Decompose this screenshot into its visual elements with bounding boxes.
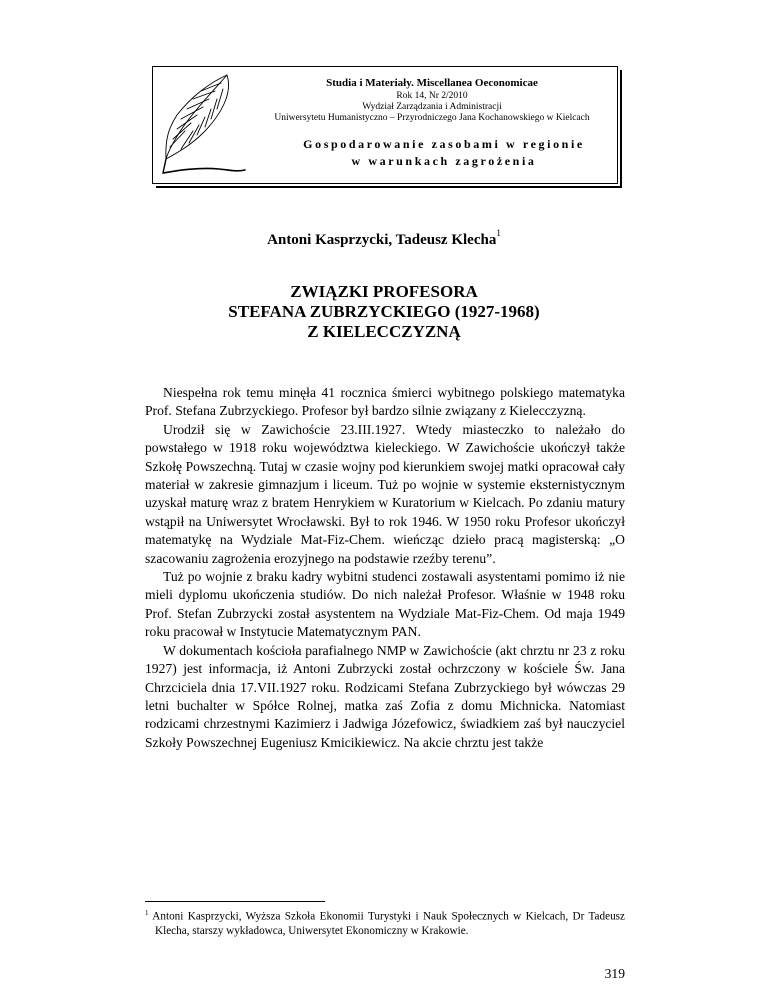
article-title-line-2: STEFANA ZUBRZYCKIEGO (1927-1968) <box>228 302 540 321</box>
footnote-separator <box>145 901 325 902</box>
page-number: 319 <box>604 966 625 981</box>
body-paragraph: Tuż po wojnie z braku kadry wybitni studenci zostawali asystentami pomimo iż nie mieli dyplomu ukończenia studiów. Do nich należał Profesor. Właśnie w 1948 roku Prof. Stefan Zubrzycki został asystentem na Wydziale Mat-Fiz-Chem. Od maja 1949 roku pracował w Instytucie Matematycznym PAN. <box>145 569 625 640</box>
footnote-mark: 1 <box>145 909 149 917</box>
footnote <box>145 906 625 938</box>
body-paragraph: Niespełna rok temu minęła 41 rocznica śmierci wybitnego polskiego matematyka Prof. Stefana Zubrzyckiego. Profesor był bardzo silnie związany z Kielecczyzną. <box>145 385 625 419</box>
journal-title: Studia i Materiały. Miscellanea Oeconomicae <box>326 77 538 89</box>
authors-names: Antoni Kasprzycki, Tadeusz Klecha <box>267 232 497 248</box>
article-title-line-3: Z KIELECCZYZNĄ <box>307 322 461 341</box>
article-authors <box>0 230 768 249</box>
quill-pen-icon <box>157 69 249 181</box>
journal-header-box <box>152 66 618 184</box>
journal-faculty: Wydział Zarządzania i Administracji <box>362 102 502 112</box>
article-body <box>145 384 625 752</box>
issue-theme-line-2: w warunkach zagrożenia <box>351 154 537 168</box>
footnote-text: Antoni Kasprzycki, Wyższa Szkoła Ekonomii Turystyki i Nauk Społecznych w Kielcach, Dr Tadeusz Klecha, starszy wykładowca, Uniwersytet Ekonomiczny w Krakowie. <box>152 910 625 937</box>
issue-theme-line-1: Gospodarowanie zasobami w regionie <box>303 137 585 151</box>
article-title-line-1: ZWIĄZKI PROFESORA <box>290 282 478 301</box>
body-paragraph: Urodził się w Zawichoście 23.III.1927. Wtedy miasteczko to należało do powstałego w 1918 roku województwa kieleckiego. W Zawichoście ukończył także Szkołę Powszechną. Tutaj w czasie wojny pod kierunkiem swojej matki opracował cały materiał w zakresie gimnazjum i liceum. Tuż po wojnie w systemie eksternistycznym uzyskał maturę wraz z bratem Henrykiem w Kuratorium w Kielcach. Po zdaniu matury wstąpił na Uniwersytet Wrocławski. Był to rok 1946. W 1950 roku Profesor ukończył matematykę na Wydziale Mat-Fiz-Chem. wieńcząc dzieło pracą magisterską: „O szacowaniu zagrożenia erozyjnego na podstawie rzeźby terenu”. <box>145 421 625 566</box>
body-paragraph: W dokumentach kościoła parafialnego NMP w Zawichoście (akt chrztu nr 23 z roku 1927) jest informacja, iż Antoni Zubrzycki został ochrzczony w kościele Św. Jana Chrzciciela dnia 17.VII.1927 roku. Rodzicami Stefana Zubrzyckiego był wówczas 29 letni buchalter w Spółce Rolnej, matka zaś Zofia z domu Michnicka. Natomiast rodzicami chrzestnymi Kazimierz i Jadwiga Józefowicz, świadkiem zaś był nauczyciel Szkoły Powszechnej Eugeniusz Kmicikiewicz. Na akcie chrztu jest także <box>145 642 625 750</box>
authors-footnote-mark[interactable]: 1 <box>496 228 501 238</box>
journal-volume: Rok 14, Nr 2/2010 <box>396 91 468 101</box>
journal-university: Uniwersytetu Humanistyczno – Przyrodniczego Jana Kochanowskiego w Kielcach <box>274 113 590 123</box>
